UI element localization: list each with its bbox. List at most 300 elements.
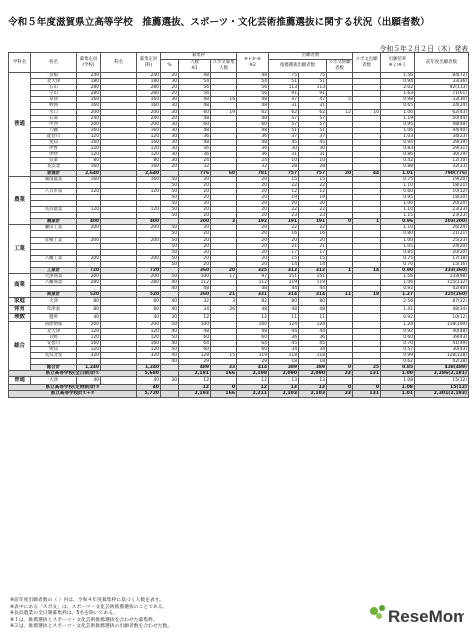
suisen-applicants-cell: 23: [299, 213, 327, 219]
ratio-cell: 0.80: [381, 231, 415, 237]
formula-cell: 48: [237, 103, 269, 109]
dept-cell: 普通: [9, 377, 31, 385]
applicants-cell: 151: [269, 274, 299, 280]
ratio-cell: 0.60: [381, 188, 415, 194]
pct-cell: 50: [161, 225, 179, 231]
prev-cell: 325(260): [415, 292, 469, 298]
suisen-applicants-cell: 21: [299, 243, 327, 249]
suisen-applicants-cell: 30: [299, 146, 327, 152]
sport-in-suisen-cell: 5: [327, 97, 353, 103]
capacity-school-cell: 240: [77, 73, 101, 79]
pct-cell: 50: [161, 182, 179, 188]
pct-cell: 40: [161, 306, 179, 314]
suisen-applicants-cell: 2,090: [299, 371, 327, 377]
ratio-cell: 0.62: [381, 359, 415, 365]
school-cell: 日野: [31, 334, 77, 340]
school-cell: 石山: [31, 85, 77, 91]
prev-cell: 2,301(2,193): [415, 391, 469, 397]
applicants-cell: 124: [269, 322, 299, 328]
ninzu-cell: 29: [179, 359, 211, 365]
capacity-course-cell: 2,640: [137, 170, 161, 176]
ninzu-cell: 54: [179, 79, 211, 85]
page-title: 令和５年度滋賀県立高等学校 推薦選抜、スポーツ・文化芸術推薦選抜に関する状況（出願者数）: [8, 17, 430, 28]
applicants-cell: 44: [269, 328, 299, 334]
pct-cell: 50: [161, 237, 179, 243]
school-cell: 大津商業: [31, 274, 77, 280]
pct-cell: 50: [161, 243, 179, 249]
school-cell: 守山: [31, 91, 77, 97]
pct-cell: 40: [161, 298, 179, 306]
capacity-course-cell: 120: [137, 188, 161, 194]
prev-cell: 23(23): [415, 207, 469, 213]
suisen-applicants-cell: 13: [299, 377, 327, 385]
capacity-course-cell: 160: [137, 340, 161, 346]
header-applicants: 出願者数: [269, 53, 353, 60]
applicants-cell: 13: [269, 377, 299, 385]
formula-cell: 60: [237, 346, 269, 352]
capacity-school-cell: 120: [77, 328, 101, 334]
suisen-applicants-cell: 19: [299, 194, 327, 200]
capacity-course-cell: 40: [137, 314, 161, 322]
sport-count-cell: [211, 314, 237, 322]
applicants-cell: 48: [269, 306, 299, 314]
prev-cell: 34(23): [415, 133, 469, 139]
school-cell: 瀬田工業: [31, 225, 77, 231]
capacity-course-cell: 160: [137, 127, 161, 133]
capacity-course-cell: 80: [137, 298, 161, 306]
formula-cell: 48: [237, 328, 269, 334]
formula-cell: 48: [237, 306, 269, 314]
ratio-cell: 1.10: [381, 207, 415, 213]
ratio-cell: 1.63: [381, 91, 415, 97]
formula-cell: 48: [237, 115, 269, 121]
school-cell: 北大津: [31, 328, 77, 334]
capacity-course-cell: 200: [137, 255, 161, 261]
sport-in-suisen-cell: 12: [327, 109, 353, 115]
formula-cell: 12: [237, 385, 269, 391]
header-dept: 学科名: [9, 53, 31, 73]
capacity-course-cell: 240: [137, 115, 161, 121]
applicants-cell: 118: [269, 352, 299, 358]
school-cell: 愛知: [31, 140, 77, 146]
school-cell: 湖南農業: [31, 176, 77, 182]
sport-count-cell: [211, 377, 237, 385]
applicants-cell: 51: [269, 79, 299, 85]
suisen-applicants-cell: 14: [299, 261, 327, 267]
sport-count-cell: 33: [211, 365, 237, 371]
ninzu-cell: 32: [179, 298, 211, 306]
formula-cell: 781: [237, 170, 269, 176]
school-cell: 長浜北星: [31, 352, 77, 358]
ninzu-cell: 48: [179, 328, 211, 334]
pct-cell: 30: [161, 158, 179, 164]
table-header: [9, 53, 469, 73]
sport-applicants-cell: 25: [353, 365, 381, 371]
suisen-applicants-cell: 20: [299, 200, 327, 206]
school-cell: 石部: [31, 115, 77, 121]
applicants-cell: 57: [269, 121, 299, 127]
sport-in-suisen-cell: [327, 314, 353, 322]
school-cell: 長浜農業: [31, 207, 77, 213]
suisen-applicants-cell: 17: [299, 249, 327, 255]
header-pct: %: [161, 60, 179, 73]
suisen-applicants-cell: 28: [299, 164, 327, 170]
ninzu-cell: 360: [179, 268, 211, 274]
applicants-cell: 18: [269, 359, 299, 365]
suisen-applicants-cell: 44: [299, 286, 327, 292]
resemom-logo: [368, 602, 464, 630]
school-cell: 国際情報: [31, 322, 77, 328]
sport-count-cell: 3: [211, 219, 237, 225]
applicants-cell: 757: [269, 170, 299, 176]
prev-cell: 20(20): [415, 249, 469, 255]
prev-cell: 25(23): [415, 237, 469, 243]
prev-cell: 2,286(2,181): [415, 371, 469, 377]
school-cell: 大津: [31, 377, 77, 385]
pct-cell: 50: [161, 249, 179, 255]
formula-cell: 48: [237, 73, 269, 79]
capacity-school-cell: 120: [77, 346, 101, 352]
ratio-cell: 0.99: [381, 352, 415, 358]
ninzu-cell: 60: [179, 121, 211, 127]
sport-count-cell: 166: [211, 371, 237, 377]
ratio-cell: 1.10: [381, 225, 415, 231]
capacity-school-cell: 200: [77, 322, 101, 328]
ratio-cell: 0.92: [381, 286, 415, 292]
ratio-cell: 1.24: [381, 322, 415, 328]
ninzu-cell: 36: [179, 152, 211, 158]
pct-cell: 50: [161, 200, 179, 206]
pct-cell: 30: [161, 97, 179, 103]
dept-cell: 商業: [9, 274, 31, 298]
ratio-cell: 1.01: [381, 391, 415, 397]
capacity-school-cell: 200: [77, 255, 101, 261]
ratio-cell: 0.60: [381, 334, 415, 340]
sport-applicants-cell: 131: [353, 391, 381, 397]
capacity-school-cell: 120: [77, 133, 101, 139]
resemom-logo-mark: [368, 602, 464, 630]
prev-cell: 29(31): [415, 146, 469, 152]
ratio-cell: 2.56: [381, 298, 415, 306]
sport-in-suisen-cell: 20: [327, 170, 353, 176]
pct-cell: 50: [161, 231, 179, 237]
prev-cell: 50(44): [415, 115, 469, 121]
course-cell: [101, 377, 137, 385]
applicants-cell: 312: [269, 268, 299, 274]
ninzu-cell: 48: [179, 115, 211, 121]
ratio-cell: 0.88: [381, 164, 415, 170]
pct-cell: 50: [161, 346, 179, 352]
applicants-cell: 47: [269, 97, 299, 103]
prev-cell: 15(16): [415, 261, 469, 267]
header-waku: 募集枠: [161, 53, 237, 60]
school-cell: 八幡工業: [31, 255, 77, 261]
pct-cell: [161, 391, 179, 397]
ninzu-cell: 60: [179, 346, 211, 352]
footnote: ※前年度出願者数の（ ）内は、令和４年度募集枠に基づく人数を表す。: [10, 598, 164, 603]
school-cell: 大津: [31, 298, 77, 306]
capacity-school-cell: 120: [77, 207, 101, 213]
prev-cell: 128(128): [415, 352, 469, 358]
ratio-cell: 1.19: [381, 115, 415, 121]
footnote: ※１は、推薦選抜とスポーツ・文化芸術推薦選抜を合わせた募集枠。: [10, 617, 158, 623]
formula-cell: 62: [237, 109, 269, 115]
ninzu-cell: 34: [179, 306, 211, 314]
ratio-cell: 0.70: [381, 261, 415, 267]
applicants-cell: 119: [269, 280, 299, 286]
ninzu-cell: 20: [179, 200, 211, 206]
ninzu-cell: 60: [179, 109, 211, 115]
ratio-cell: 1.00: [381, 109, 415, 115]
suisen-applicants-cell: 119: [299, 280, 327, 286]
capacity-course-cell: 180: [137, 79, 161, 85]
sport-applicants-cell: [353, 377, 381, 385]
ratio-cell: 1.27: [381, 292, 415, 298]
formula-cell: 20: [237, 200, 269, 206]
prev-cell: 30(29): [415, 152, 469, 158]
suisen-applicants-cell: 22: [299, 207, 327, 213]
applicants-cell: 51: [269, 127, 299, 133]
pct-cell: 40: [161, 359, 179, 365]
formula-cell: 36: [237, 152, 269, 158]
ninzu-cell: 20: [179, 176, 211, 182]
ninzu-cell: 36: [179, 146, 211, 152]
ninzu-cell: 489: [179, 365, 211, 371]
ninzu-cell: 20: [179, 249, 211, 255]
capacity-school-cell: 240: [77, 115, 101, 121]
suisen-applicants-cell: 36: [299, 334, 327, 340]
capacity-school-cell: 160: [77, 176, 101, 182]
total-label: 県立高等学校(定時制)計②: [9, 385, 137, 391]
suisen-applicants-cell: 124: [299, 322, 327, 328]
formula-cell: 20: [237, 231, 269, 237]
applicants-cell: 37: [269, 133, 299, 139]
formula-cell: 20: [237, 261, 269, 267]
capacity-course-cell: 200: [137, 225, 161, 231]
applicants-cell: 22: [269, 207, 299, 213]
capacity-school-cell: 280: [77, 91, 101, 97]
formula-cell: 48: [237, 140, 269, 146]
school-cell: 信楽: [31, 158, 77, 164]
capacity-school-cell: 160: [77, 97, 101, 103]
ratio-cell: 1.06: [381, 280, 415, 286]
prev-cell: 20(20): [415, 200, 469, 206]
footnote: ※２は、推薦選抜とスポーツ・文化芸術推薦選抜の出願者数を合わせた数。: [10, 624, 173, 630]
ratio-cell: 2.02: [381, 85, 415, 91]
capacity-school-cell: 120: [77, 334, 101, 340]
ratio-cell: 1.15: [381, 213, 415, 219]
pct-cell: 20: [161, 73, 179, 79]
applicants-cell: 21: [269, 243, 299, 249]
pct-cell: 30: [161, 314, 179, 322]
formula-cell: 56: [237, 91, 269, 97]
sport-in-suisen-cell: [327, 377, 353, 385]
sport-count-cell: 3: [211, 298, 237, 306]
formula-cell: 2,198: [237, 371, 269, 377]
capacity-school-cell: 40: [77, 377, 101, 385]
sport-applicants-cell: 10: [353, 109, 381, 115]
formula-cell: 12: [237, 377, 269, 385]
capacity-course-cell: 200: [137, 109, 161, 115]
capacity-course-cell: 120: [137, 346, 161, 352]
ninzu-cell: 48: [179, 127, 211, 133]
course-cell: [101, 298, 137, 306]
sport-count-cell: 26: [211, 306, 237, 314]
school-cell: 八日市南: [31, 188, 77, 194]
formula-cell: 20: [237, 182, 269, 188]
school-cell: 八幡: [31, 127, 77, 133]
prev-cell: 18(20): [415, 194, 469, 200]
capacity-course-cell: 120: [137, 207, 161, 213]
ratio-cell: 1.08: [381, 377, 415, 385]
capacity-school-cell: 200: [77, 274, 101, 280]
pct-cell: 30: [161, 140, 179, 146]
capacity-school-cell: 200: [77, 237, 101, 243]
applicants-cell: 14: [269, 261, 299, 267]
dept-cell: 理数: [9, 314, 31, 322]
ninzu-cell: 100: [179, 274, 211, 280]
capacity-course-cell: 200: [137, 274, 161, 280]
pct-cell: 50: [161, 194, 179, 200]
suisen-applicants-cell: 91: [299, 91, 327, 97]
pct-cell: 30: [161, 103, 179, 109]
applicants-cell: 13: [269, 385, 299, 391]
table-row: [9, 377, 469, 385]
suisen-applicants-cell: 312: [299, 268, 327, 274]
ratio-cell: 0.65: [381, 103, 415, 109]
ninzu-cell: 20: [179, 237, 211, 243]
applicants-cell: 80: [269, 298, 299, 306]
ratio-cell: 0.96: [381, 219, 415, 225]
sport-in-suisen-cell: 0: [327, 385, 353, 391]
formula-cell: 331: [237, 292, 269, 298]
capacity-school-cell: 200: [77, 121, 101, 127]
formula-cell: 20: [237, 255, 269, 261]
sport-count-cell: 21: [211, 292, 237, 298]
pct-cell: 50: [161, 188, 179, 194]
pct-cell: 20: [161, 164, 179, 170]
prev-cell: 10(12): [415, 188, 469, 194]
ninzu-cell: 20: [179, 261, 211, 267]
capacity-school-cell: 180: [77, 79, 101, 85]
capacity-school-cell: 400: [77, 219, 101, 225]
prev-cell: 118(100): [415, 322, 469, 328]
prev-cell: 24(20): [415, 243, 469, 249]
ninzu-cell: 20: [179, 207, 211, 213]
sport-in-suisen-cell: 23: [327, 371, 353, 377]
capacity-school-cell: 80: [77, 306, 101, 314]
suisen-applicants-cell: 47: [299, 97, 327, 103]
formula-cell: 24: [237, 158, 269, 164]
school-cell: 水口: [31, 109, 77, 115]
ninzu-cell: 20: [179, 225, 211, 231]
formula-cell: 20: [237, 194, 269, 200]
ninzu-cell: 48: [179, 73, 211, 79]
course-cell: [101, 314, 137, 322]
capacity-course-cell: 280: [137, 85, 161, 91]
formula-cell: 56: [237, 85, 269, 91]
applicants-cell: 19: [269, 194, 299, 200]
formula-cell: 20: [237, 207, 269, 213]
formula-cell: 48: [237, 97, 269, 103]
dept-cell: 体育: [9, 306, 31, 314]
pct-cell: 50: [161, 322, 179, 328]
suisen-applicants-cell: 57: [299, 115, 327, 121]
applicants-cell: 12: [269, 188, 299, 194]
prev-cell: 19(20): [415, 176, 469, 182]
capacity-course-cell: 5,720: [137, 391, 161, 397]
ninzu-cell: 60: [179, 334, 211, 340]
pct-cell: 50: [161, 261, 179, 267]
announcement-date: 令和５年２月２日（木）発表: [379, 45, 468, 53]
applicants-cell: 15: [269, 255, 299, 261]
suisen-applicants-cell: 16: [299, 231, 327, 237]
ninzu-cell: 200: [179, 219, 211, 225]
applicants-cell: 16: [269, 231, 299, 237]
table-body: [9, 73, 469, 398]
ninzu-cell: 48: [179, 286, 211, 292]
formula-cell: 36: [237, 146, 269, 152]
header-prev: 前年度出願者数: [415, 53, 469, 73]
suisen-applicants-cell: 113: [299, 85, 327, 91]
ninzu-cell: 24: [179, 158, 211, 164]
ninzu-cell: 32: [179, 164, 211, 170]
school-cell: 伊香: [31, 146, 77, 152]
ninzu-cell: 20: [179, 213, 211, 219]
capacity-course-cell: 120: [137, 152, 161, 158]
capacity-school-cell: 120: [77, 188, 101, 194]
prev-cell: 42(38): [415, 359, 469, 365]
suisen-applicants-cell: 31: [299, 103, 327, 109]
suisen-applicants-cell: 51: [299, 127, 327, 133]
capacity-school-cell: 160: [77, 140, 101, 146]
formula-cell: 100: [237, 322, 269, 328]
ninzu-cell: 100: [179, 322, 211, 328]
formula-cell: 82: [237, 298, 269, 306]
prev-cell: 41(49): [415, 340, 469, 346]
sport-count-cell: 15: [211, 352, 237, 358]
pct-cell: 20: [161, 91, 179, 97]
school-cell: 普通計: [31, 170, 77, 176]
prev-cell: 10(12): [415, 314, 469, 322]
header-sport-count: スポ文募集人数: [211, 60, 237, 73]
prev-cell: 115(112): [415, 280, 469, 286]
ninzu-cell: 2,181: [179, 371, 211, 377]
capacity-school-cell: 160: [77, 164, 101, 170]
course-cell: [101, 306, 137, 314]
ninzu-cell: 48: [179, 97, 211, 103]
capacity-school-cell: 120: [77, 146, 101, 152]
suisen-applicants-cell: 757: [299, 170, 327, 176]
dept-cell: 家庭: [9, 298, 31, 306]
ratio-cell: 0.95: [381, 194, 415, 200]
capacity-school-cell: 160: [77, 340, 101, 346]
formula-cell: 20: [237, 225, 269, 231]
suisen-applicants-cell: 44: [299, 328, 327, 334]
school-cell: 愛知: [31, 346, 77, 352]
sport-applicants-cell: [353, 314, 381, 322]
prev-cell: 42(40): [415, 286, 469, 292]
school-cell: 彦根工業: [31, 237, 77, 243]
capacity-course-cell: 320: [137, 352, 161, 358]
prev-cell: 71(61): [415, 91, 469, 97]
sport-in-suisen-cell: 23: [327, 391, 353, 397]
prev-cell: 62(43): [415, 109, 469, 115]
ninzu-cell: 48: [179, 103, 211, 109]
capacity-school-cell: 160: [77, 127, 101, 133]
ninzu-cell: 2,193: [179, 391, 211, 397]
sport-in-suisen-cell: 1: [327, 268, 353, 274]
